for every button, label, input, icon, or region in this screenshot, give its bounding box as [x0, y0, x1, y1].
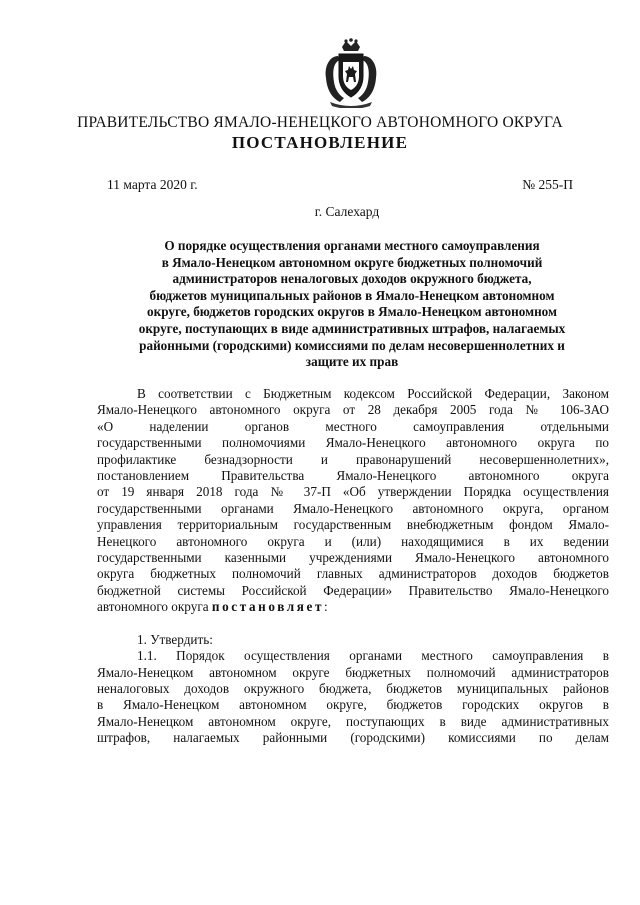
item-1-1-line: в Ямало-Ненецком автономном округе, бюджетов городских округов в [97, 697, 609, 713]
document-number: № 255-П [522, 177, 573, 192]
document-body [97, 386, 609, 747]
title-line: защите их прав [305, 354, 399, 370]
preamble-line: «О наделении органов местного самоуправления отдельными [97, 418, 609, 434]
preamble-colon: : [324, 599, 328, 615]
preamble-last-line [97, 599, 609, 615]
document-date: 11 марта 2020 г. [107, 177, 198, 192]
item-1: 1. Утвердить: [137, 631, 213, 647]
document-title [108, 238, 596, 371]
preamble-line: постановлением Правительства Ямало-Ненецкого автономного округа [97, 467, 609, 483]
preamble-line: Ненецкого автономного округа и (или) находящимися в их ведении [97, 533, 609, 549]
title-line: округе, поступающих в виде административных штрафов, налагаемых [138, 320, 566, 336]
document-type: ПОСТАНОВЛЕНИЕ [231, 133, 409, 152]
preamble-line: Ямало-Ненецкого автономного округа от 28 декабря 2005 года № 106-ЗАО [97, 402, 609, 418]
preamble-end-text: автономного округа [97, 599, 209, 615]
government-name: ПРАВИТЕЛЬСТВО ЯМАЛО-НЕНЕЦКОГО АВТОНОМНОГО ОКРУГА [77, 114, 563, 131]
item-1-1-line: неналоговых доходов окружного бюджета, бюджетов муниципальных районов [97, 681, 609, 697]
title-line: в Ямало-Ненецком автономном округе бюджетных полномочий [161, 254, 543, 270]
decree-word: постановляет [211, 599, 325, 615]
coat-of-arms-emblem [322, 38, 380, 108]
item-1-1-line: Ямало-Ненецком автономном округе бюджетных полномочий администраторов [97, 664, 609, 680]
item-1-1-line: 1.1. Порядок осуществления органами местного самоуправления в [137, 648, 609, 664]
document-city: г. Салехард [314, 204, 380, 219]
preamble-line: от 19 января 2018 года № 37-П «Об утверждении Порядка осуществления [97, 484, 609, 500]
preamble-line: государственными органами Ямало-Ненецкого автономного округа, органом [97, 500, 609, 516]
preamble-line: В соответствии с Бюджетным кодексом Российской Федерации, Законом [137, 386, 609, 401]
item-1-1-line: Ямало-Ненецком автономном округе, поступающих в виде административных [97, 713, 609, 729]
preamble-line: округа бюджетных полномочий главных администраторов доходов бюджетов [97, 566, 609, 582]
preamble-line: государственными полномочиями Ямало-Ненецкого автономного округа по [97, 435, 609, 451]
title-line: районными (городскими) комиссиями по делам несовершеннолетних и [139, 337, 565, 353]
preamble-line: бюджетной системы Российской Федерации» Правительство Ямало-Ненецкого [97, 582, 609, 598]
title-line: бюджетов муниципальных районов в Ямало-Ненецком автономном [149, 287, 555, 303]
preamble-line: профилактике безнадзорности и правонарушений несовершеннолетних», [97, 451, 609, 467]
preamble-line: государственными казенными учреждениями Ямало-Ненецкого автономного [97, 549, 609, 565]
title-line: администраторов неналоговых доходов окружного бюджета, [172, 271, 532, 287]
item-1-1-line: штрафов, налагаемых районными (городскими) комиссиями по делам [97, 730, 609, 746]
title-line: О порядке осуществления органами местного самоуправления [164, 238, 540, 253]
title-line: округе, бюджетов городских округов в Ямало-Ненецком автономном [147, 304, 557, 320]
preamble-line: управления территориальным государственным внебюджетным фондом Ямало- [97, 517, 609, 533]
